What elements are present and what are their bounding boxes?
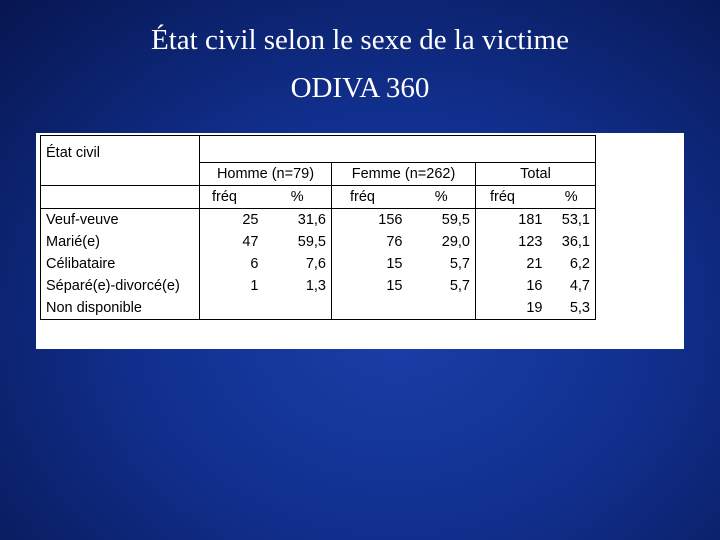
table-row (41, 253, 596, 275)
cell: 36,1 (548, 231, 596, 253)
cell: 31,6 (264, 209, 332, 232)
cell: 5,7 (408, 253, 476, 275)
group-header-total: Total (476, 163, 596, 186)
row-label: Marié(e) (41, 231, 200, 253)
subheader-blank (41, 186, 200, 209)
cell: 4,7 (548, 275, 596, 297)
table-row (41, 209, 596, 232)
cell: 15 (386, 278, 403, 294)
cell: 1 (250, 278, 259, 294)
slide-subtitle: ODIVA 360 (290, 72, 430, 104)
cell (408, 297, 476, 320)
cell: 156 (332, 209, 408, 232)
subheader-freq: fréq (350, 189, 375, 205)
row-label: Non disponible (41, 297, 200, 320)
cell: 1,3 (264, 275, 332, 297)
cell: 29,0 (408, 231, 476, 253)
group-header-femme: Femme (n=262) (332, 163, 476, 186)
row-label: Veuf-veuve (41, 209, 200, 232)
cell: 76 (386, 234, 403, 250)
subheader-pct: % (548, 186, 596, 209)
subheader-freq: fréq (490, 189, 515, 205)
cell: 5,7 (408, 275, 476, 297)
row-label: Célibataire (41, 253, 200, 275)
table-panel (36, 133, 684, 349)
cell: 59,5 (264, 231, 332, 253)
cell: 123 (518, 234, 543, 250)
cell (332, 297, 408, 320)
cell: 181 (476, 209, 548, 232)
cell: 47 (242, 234, 259, 250)
slide-title: État civil selon le sexe de la victime (151, 24, 569, 56)
cell: 6,2 (548, 253, 596, 275)
cell: 53,1 (548, 209, 596, 232)
cell: 25 (200, 209, 264, 232)
cell (264, 297, 332, 320)
group-header-homme: Homme (n=79) (200, 163, 332, 186)
cell (200, 297, 264, 320)
cell: 21 (526, 256, 543, 272)
row-header: État civil (41, 136, 200, 186)
table-row (41, 231, 596, 253)
header-spacer (200, 136, 596, 163)
subheader-pct: % (264, 186, 332, 209)
cell: 59,5 (408, 209, 476, 232)
cell: 7,6 (264, 253, 332, 275)
cell: 15 (386, 256, 403, 272)
table-row (41, 275, 596, 297)
cell: 6 (250, 256, 259, 272)
cell: 19 (476, 297, 548, 320)
cell: 5,3 (548, 297, 596, 320)
row-label: Séparé(e)-divorcé(e) (41, 275, 200, 297)
subheader-pct: % (408, 186, 476, 209)
cell: 16 (526, 278, 543, 294)
subheader-freq: fréq (212, 189, 237, 205)
table-row (41, 297, 596, 320)
data-table (40, 135, 596, 320)
